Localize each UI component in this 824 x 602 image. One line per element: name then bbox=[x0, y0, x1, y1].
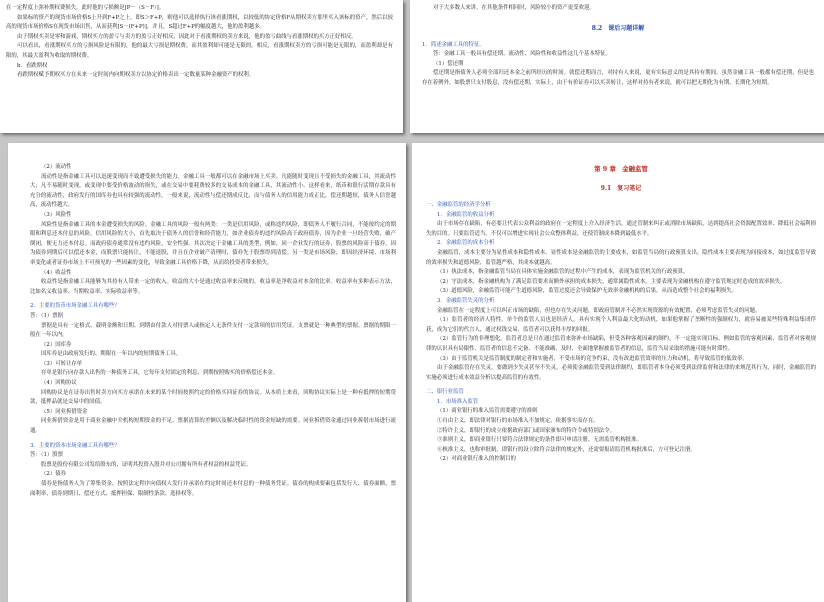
answer: 答：（1）票据 bbox=[30, 312, 64, 319]
heading-level-1: 二、银行业监管 bbox=[426, 389, 464, 396]
list-item: ①自由主义，即法律对银行的市场准入不加规定，依据事实而存在。 bbox=[437, 418, 599, 425]
document-page-2 bbox=[410, 0, 824, 133]
paragraph: 票据是具有一定格式、载明金额和日期、到期由付款人对持票人或指定人无条件支付一定款项的信用凭证。支票就是一种典型的票据。票据的期限一般在一年以内。 bbox=[30, 322, 396, 339]
heading-level-2: 3．金融监管失灵的分析 bbox=[437, 297, 495, 304]
paragraph: 在一定程度上弥补期权费损失。此时他的亏损额是[P－（S－F）]。 bbox=[6, 5, 165, 11]
section-heading: 8.2 课后习题详解 bbox=[591, 24, 645, 32]
paragraph: （1）执法成本，指金融监管当局在具体实施金融监管的过程中产生的成本，表现为监管机关的行政预算。 bbox=[437, 269, 689, 276]
paragraph: 对于大多数人来讲，在其他条件相同时，风险较小的资产更受欢迎。 bbox=[433, 5, 595, 11]
paragraph: （2）对商业银行准入的控制目的 bbox=[437, 456, 516, 463]
subheading: （5）同业拆借资金 bbox=[41, 408, 88, 415]
question-heading: 3．主要的资本市场金融工具有哪些？ bbox=[30, 442, 120, 449]
paragraph: 可以看出，看涨期权买方的亏损风险是有限的，他的最大亏损是期权费，而其盈利却可能是无限的。相反，看涨期权卖方的亏损可能是无限的，而盈利却是有限的，其最大盈利为收取的期权费。 bbox=[6, 43, 393, 59]
paragraph: 风险性是指金融工具的本金遭受损失的风险。金融工具的风险一般有两类：一类是信用风险，或称违约风险，即债务人不履行合同，不能按约定的期限和利息还本付息的风险。信用风险的大小，首先取决于债务人的信誉和经营能力，如企业债券的违约风险高于政府债券，因为企业一旦经营失败，破产倒闭，便无力还本付息。而政府债券通常没有违约风险，安全性强。其次决定于金融工具的类型，例如，同一企业发行的证券，股票的风险高于债券，因为债券到期后可以偿还本金，而股票只能转让，不能退股，并且在企业破产清理时，债券先于股票得到清偿。另一类是市场风险，即因经济环境、市场利率变化或者证券市场上不可预见的一些因素的变化，导致金融工具价格下降，从而给投资者带来损失。 bbox=[30, 221, 396, 266]
paragraph: 国库券是由政府发行的、期限在一年以内的短期债务工具。 bbox=[41, 351, 182, 358]
answer: 答：金融工具一般具有偿还期、流动性、风险性和收益性这几个基本特征。 bbox=[433, 51, 611, 58]
paragraph: 回购协议是在证券出售时卖方向买方承诺在未来的某个时间按照约定的价格买回证券的协议。从本质上来看，回购协议实际上是一种有抵押的短期贷款，抵押品就是交易中的国债。 bbox=[30, 389, 396, 406]
document-page-1 bbox=[0, 0, 403, 133]
paragraph: 同业拆借资金是用于商业金融中介机构短期资金的不足，票据清算的差额以及解决临时性的资金短缺的需要。同业拆借资金通过同业拆借市场进行流通。 bbox=[30, 418, 396, 435]
subheading: b．看跌期权 bbox=[17, 62, 48, 69]
paragraph: （3）由于监管机关是监管制度的制定者和实施者，不受市场的竞争约束，没有改进监管效率的压力和动机，将导致监管的低效率。 bbox=[437, 355, 748, 362]
paragraph: 由于期权买卖是零和游戏，期权买方的盈亏与卖方的盈亏正好相反，因此对于看涨期权的卖方来说，他的盈亏曲线与看涨期权的买方正好相反。 bbox=[17, 33, 357, 40]
list-item: ③准则主义，即商业银行只要符合法律规定的条件即可申请注册，无需监管机构批准。 bbox=[437, 437, 642, 444]
subheading: （4）收益性 bbox=[41, 269, 72, 276]
paragraph: 金融监管，成本主要分为显性成本和隐性成本。显性成本是金融监管的主要成本，如监管当局的行政预算支出。隐性成本主要表现为间接成本，如过度监管导致的效率损失和道德风险，监管越严格，其成本就越高。 bbox=[426, 249, 816, 266]
paragraph: 如果标的资产的现货市场价格S上升到F+P之上，即S＞F+P，则他可以选择执行该看涨期权，以较低的协定价格F从期权卖方那里买入该标的资产，然后以较高的现货市场价格S在现货市场出售，从而获利[S－(F+P)]，并且，S超过F+P的幅度越大，他的盈利越多。 bbox=[6, 14, 393, 31]
question-heading: 1．简述金融工具的特征。 bbox=[422, 41, 485, 48]
paragraph: 由于金融监管存在失灵，要做到少失灵甚至不失灵，必须使金融监管受到法律制约，即监管者本身必须受到法律监督和法律的来规范其行为，同时，金融监管的实施必须进行成本效益分析以提高监管的有效性。 bbox=[426, 365, 816, 381]
subheading: （1）偿还期 bbox=[433, 60, 464, 67]
subheading: （3）可转让存单 bbox=[41, 360, 83, 367]
paragraph: 债券是指债务人为了筹集资金，按照法定程序向债权人发行并承诺在约定时间还本付息的一种债务凭证。债券的构成要素包括发行人、债券面额、票面利率、债券到期日、偿还方式、抵押担保、限制性条款、选择权等。 bbox=[30, 481, 396, 497]
paragraph: 偿还期是指债务人必须全部归还本金之前所经历的时间。就偿还期而言，对持有人来说，更有实际意义的是其持有期间。虽然金融工具一般都有偿还期，但是也存在着例外，如股票只支付股息，没有偿还期，实际上，由于有价证券可以买卖转让，这样对持有者来说，就可以把无期化为有期、长期化为短期。 bbox=[422, 70, 814, 86]
paragraph: 金融监管在一定程度上可以纠正市场的缺陷，但也存在失灵问题，即政府管制并不必然实现资源的有效配置，必须考虑监管失灵的问题。 bbox=[437, 307, 761, 314]
paragraph: （1）监管者的经济人特性。单个的监管人员也是经济人，具有实现个人利益最大化的动机，如果他掌握了垄断性的强制权力，就容易被某些特殊利益集团俘获，成为它们的代言人，通过权钱交易，监管者可以获得丰厚的回报。 bbox=[426, 317, 816, 333]
subheading: （2）流动性 bbox=[41, 164, 72, 170]
heading-level-2: 1．金融监管的收益分析 bbox=[437, 211, 495, 218]
heading-level-1: 一、金融监管的经济学分析 bbox=[426, 202, 491, 208]
paragraph: 流动性是指金融工具可以迅速变现而不致遭受损失的能力。金融工具一般都可以在金融市场上买卖。凡能随时变现且不受损失的金融工具，其流动性大；凡不易随时变现，或变现中要受价格波动的损失，或在交易中要耗费较多的交易成本的金融工具，其流动性小。这样看来，纸币和银行活期存款具有充分的流动性，政府发行的国库券也具有较强的流动性。一般来说，流动性与偿还期成反比，而与债务人的信用能力成正比。偿还期越短，债务人信誉越高，流动性越大。 bbox=[30, 173, 396, 209]
document-page-3 bbox=[8, 143, 406, 602]
subheading: （3）风险性 bbox=[41, 211, 72, 218]
paragraph: 收益性是指金融工具能够为其持有人带来一定的收入。收益的大小是通过收益率来反映的。收益率是净收益对本金的比率。收益率有多种表示方法，比如名义收益率、当期收益率、实际收益率等。 bbox=[30, 279, 396, 295]
document-page-4 bbox=[412, 143, 824, 602]
answer: 答：（1）股票 bbox=[30, 452, 64, 459]
paragraph: 股票是股份有限公司发给股东的、证明其投资入股并对公司拥有所有者权益的权益凭证。 bbox=[41, 461, 252, 468]
paragraph: 存单是银行向存款人出售的一种债务工具，它每年支付固定的利息，到期按照购买的价格偿还本金。 bbox=[41, 370, 279, 377]
subheading: （2）债券 bbox=[41, 471, 66, 478]
heading-level-2: 2．金融监管的成本分析 bbox=[437, 240, 495, 247]
paragraph: 看跌期权赋予期权买方在未来一定时间内向期权卖方以协定价格卖出一定数量某种金融资产的权利。 bbox=[17, 72, 255, 79]
list-item: ④核准主义，也称审批制，即银行的设立除符合法律的规定外，还需要报请监管机构批准后，方可登记注册。 bbox=[437, 446, 696, 453]
paragraph: （2）守法成本，指金融机构为了满足监管要求而额外承担的成本损失，通常属隐性成本，主要表现为金融机构在遵守监管规定时造成的效率损失。 bbox=[437, 278, 786, 285]
chapter-title: 第 9 章 金融监管 bbox=[594, 165, 648, 173]
subheading: （2）国库券 bbox=[41, 341, 72, 348]
question-heading: 2．主要的货币市场金融工具有哪些？ bbox=[30, 303, 120, 310]
list-item: ②特许主义，即银行的成立依据政府部门或国家颁布的特许令或特别法令。 bbox=[437, 427, 615, 434]
section-heading: 9.1 复习笔记 bbox=[600, 185, 642, 192]
paragraph: （1）商业银行的准入监管需要遵守的准则 bbox=[437, 408, 538, 415]
paragraph: 由于市场存在缺陷，有必要让代表公众利益的政府在一定程度上介入经济生活，通过管制来纠正或消除市场缺陷，达到提高社会资源配置效率、降低社会福利损失的目的。只要监管适当，不仅可以增进实现社会公众整体利益，还使管制成本降到最低水平。 bbox=[426, 221, 816, 237]
subheading: （4）回购协议 bbox=[41, 380, 77, 387]
paragraph: （3）道德风险，金融监管可能产生道德风险，监管过度还会导致保护无效率金融机构的后果，从而造成整个社会的福利损失。 bbox=[437, 288, 737, 295]
paragraph: （2）监管行为的非理想化。监管者总是只在通过监管来弥补市场缺陷，但受各种客观因素的制约，不一定能实现目标。例如监管的客观因素、监管者对客观规律的认识具有局限性、监管者的信息不完备、不能准确、及时、全面地掌握被监管者的信息，监管当局采取的措施可能有时滞性。 bbox=[426, 336, 816, 352]
heading-level-2: 1．市场准入监管 bbox=[437, 398, 479, 405]
